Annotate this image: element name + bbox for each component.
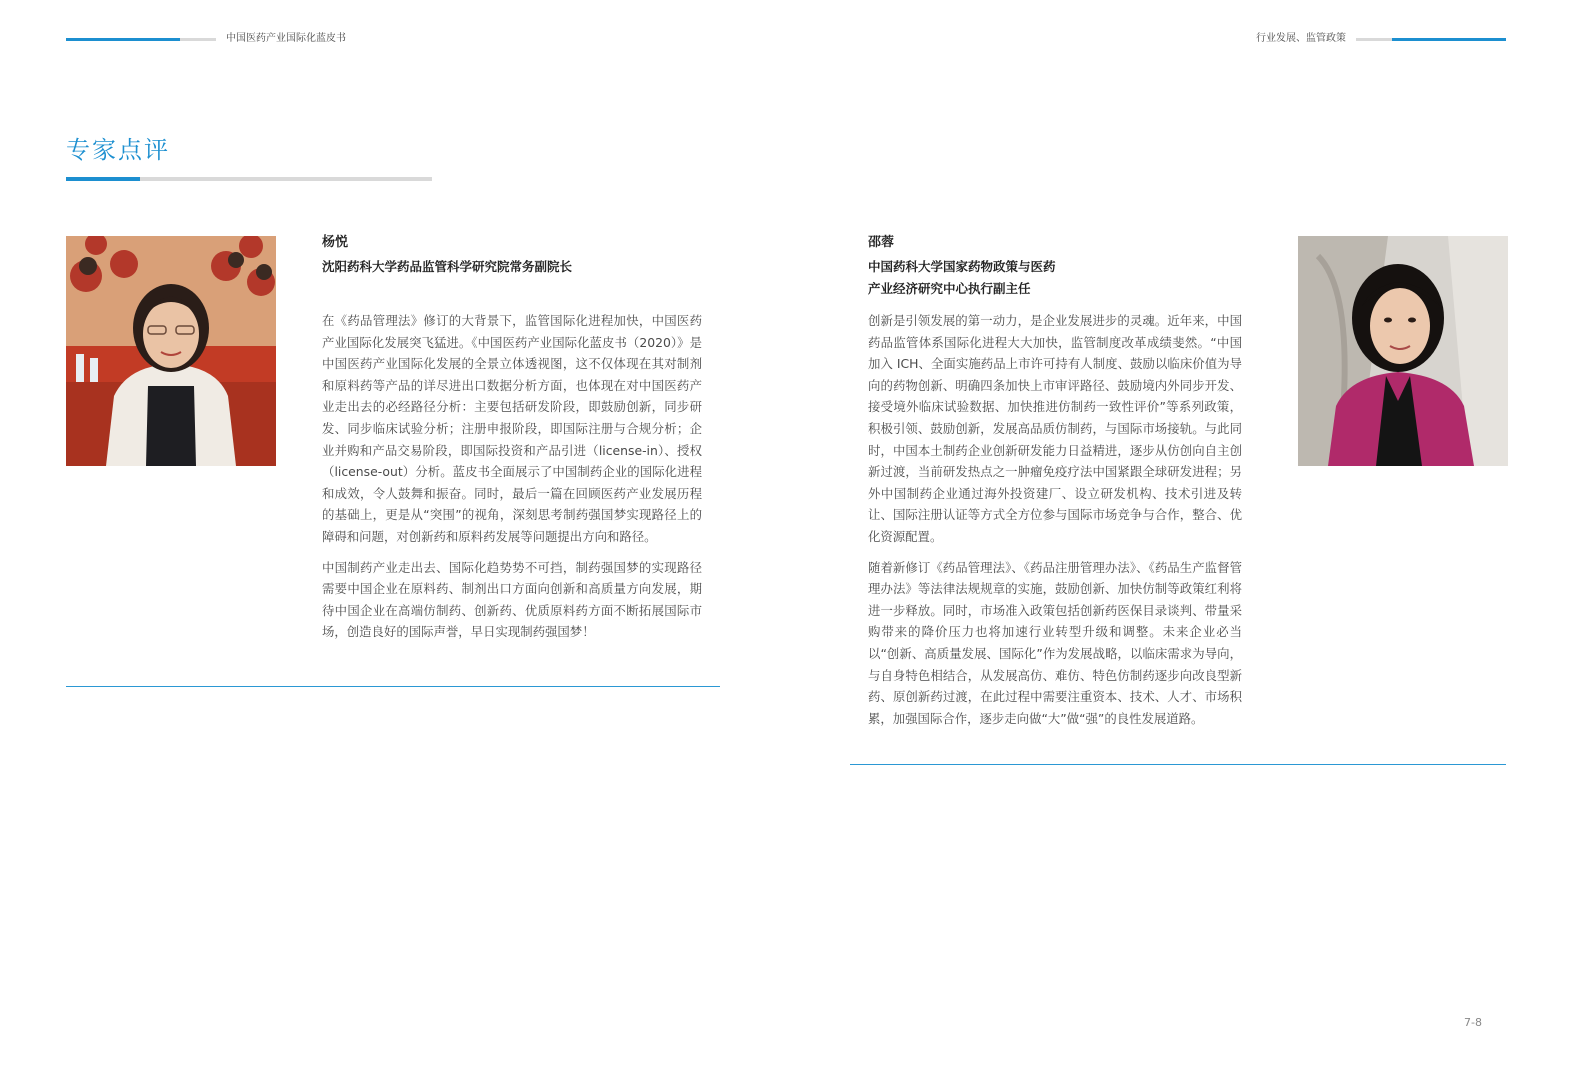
expert-2-portrait [1298, 236, 1508, 466]
page-number: 7-8 [1464, 1016, 1482, 1029]
expert-1-name: 杨悦 [322, 235, 349, 250]
header-left-title: 中国医药产业国际化蓝皮书 [226, 33, 346, 44]
expert-2-title-line-2: 产业经济研究中心执行副主任 [868, 281, 1031, 296]
expert-1-title: 沈阳药科大学药品监管科学研究院常务副院长 [322, 259, 573, 274]
expert-2-divider [850, 764, 1506, 765]
section-title-rule [140, 177, 432, 181]
expert-2-paragraph-2: 随着新修订《药品管理法》、《药品注册管理办法》、《药品生产监督管理办法》等法律法规规章的实施，鼓励创新、加快仿制等政策红利将进一步释放。同时，市场准入政策包括创新药医保目录谈判、带量采购带来的降价压力也将加速行业转型升级和调整。未来企业必当以“创新、高质量发展、国际化”作为发展战略，以临床需求为导向，与自身特色相结合，从发展高仿、难仿、特色仿制药逐步向改良型新药、原创新药过渡，在此过程中需要注重资本、技术、人才、市场积累，加强国际合作，逐步走向做“大”做“强”的良性发展道路。 [868, 559, 1242, 726]
expert-1-paragraph-1: 在《药品管理法》修订的大背景下，监管国际化进程加快，中国医药产业国际化发展突飞猛进。《中国医药产业国际化蓝皮书（2020）》是中国医药产业国际化发展的全景立体透视图，这不仅体现在其对制剂和原料药等产品的详尽进出口数据分析方面，也体现在对中国医药产业走出去的必经路径分析：主要包括研发阶段，即鼓励创新，同步研发、同步临床试验分析；注册申报阶段，即国际注册与合规分析；企业并购和产品交易阶段，即国际投资和产品引进（license-in）、授权（license-out）分析。蓝皮书全面展示了中国制药企业的国际化进程和成效，令人鼓舞和振奋。同时，最后一篇在回顾医药产业发展历程的基础上，更是从“突围”的视角，深刻思考制药强国梦实现路径上的障碍和问题，对创新药和原料药发展等问题提出方向和路径。 [322, 313, 702, 544]
expert-2-comment [868, 310, 1242, 729]
header-left-rule [180, 38, 216, 41]
header-right-rule [1356, 38, 1392, 41]
expert-2-name: 邵蓉 [868, 235, 895, 250]
expert-2-paragraph-1: 创新是引领发展的第一动力，是企业发展进步的灵魂。近年来，中国药品监管体系国际化进程大大加快，监管制度改革成绩斐然。“中国加入 ICH、全面实施药品上市许可持有人制度、鼓励以临床价值为导向的药物创新、明确四条加快上市审评路径、鼓励境内外同步开发、接受境外临床试验数据、加快推进仿制药一致性评价”等系列政策，积极引领、鼓励创新，发展高品质仿制药，与国际市场接轨。与此同时，中国本土制药企业创新研发能力日益精进，逐步从仿创向自主创新过渡，当前研发热点之一肿瘤免疫疗法中国紧跟全球研发进程；另外中国制药企业通过海外投资建厂、设立研发机构、技术引进及转让、国际注册认证等方式全方位参与国际市场竞争与合作，整合、优化资源配置。 [868, 313, 1242, 544]
section-title-accent-bar [66, 177, 140, 181]
expert-1-paragraph-2: 中国制药产业走出去、国际化趋势势不可挡，制药强国梦的实现路径需要中国企业在原料药、制剂出口方面向创新和高质量方向发展，期待中国企业在高端仿制药、创新药、优质原料药方面不断拓展国际市场，创造良好的国际声誉，早日实现制药强国梦！ [322, 559, 702, 640]
section-title: 专家点评 [66, 136, 170, 164]
expert-1-divider [66, 686, 720, 687]
expert-1-comment [322, 310, 702, 643]
header-right-title: 行业发展、监管政策 [1256, 33, 1346, 44]
expert-1-portrait [66, 236, 276, 466]
header-right-accent-bar [1392, 38, 1506, 41]
expert-2-title-line-1: 中国药科大学国家药物政策与医药 [868, 259, 1056, 274]
header-left-accent-bar [66, 38, 180, 41]
